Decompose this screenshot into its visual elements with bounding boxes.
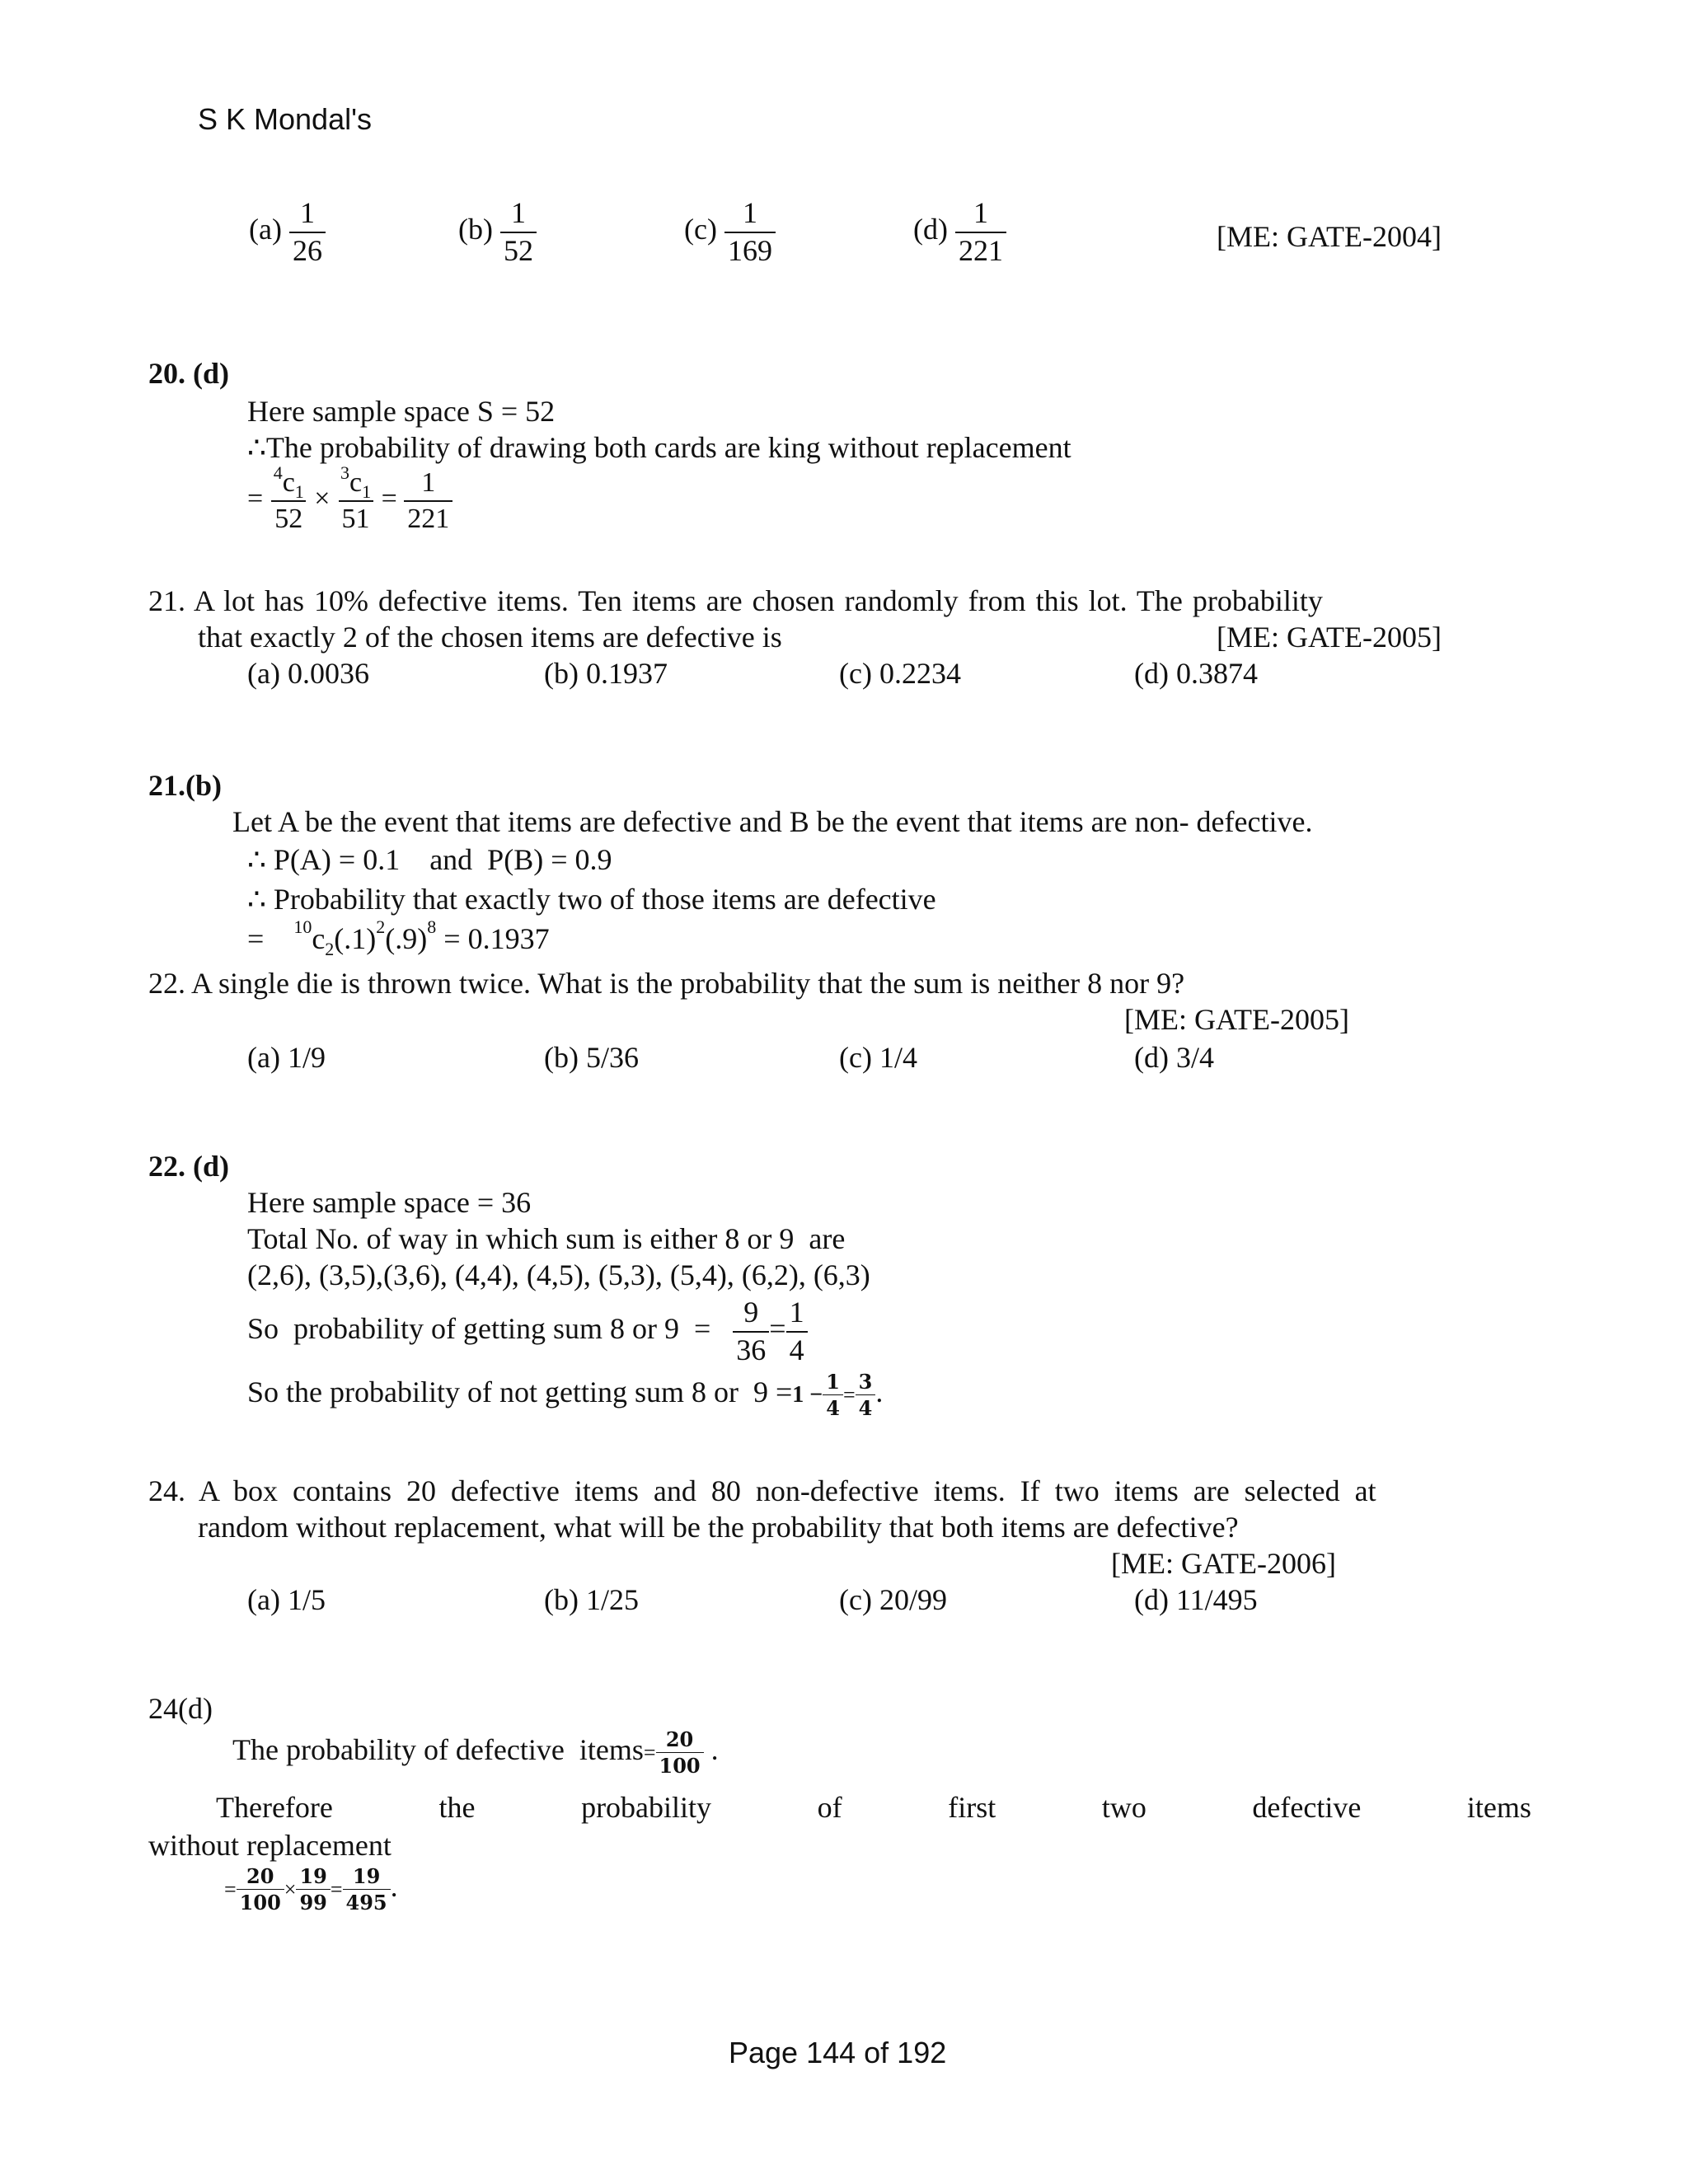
q21-option-d: (d) 0.3874	[1134, 657, 1258, 690]
question-24-reference: [ME: GATE-2006]	[1111, 1547, 1336, 1580]
answer-24-heading: 24(d)	[148, 1692, 213, 1725]
question-21-line2: that exactly 2 of the chosen items are defective is	[198, 621, 782, 654]
option-label: (c)	[684, 213, 717, 246]
answer-22-line1: Here sample space = 36	[247, 1186, 532, 1219]
question-24-line1: 24. A box contains 20 defective items and 80 non-defective items. If two items are selected at	[148, 1474, 1376, 1507]
q22-option-b: (b) 5/36	[544, 1041, 639, 1074]
q24-option-b: (b) 1/25	[544, 1583, 639, 1616]
q20-option-c: (c) $\frac{1}{169}$	[684, 198, 776, 267]
option-label: (b)	[458, 213, 493, 246]
q24-option-d: (d) 11/495	[1134, 1583, 1258, 1616]
answer-22-line4: So probability of getting sum 8 or 9 = $\frac{9}{36}$ = $\frac{1}{4}$	[247, 1297, 808, 1366]
answer-21-line3: ∴ Probability that exactly two of those items are defective	[247, 883, 936, 916]
answer-20-heading: 20. (d)	[148, 357, 229, 390]
option-label: (a)	[249, 213, 282, 246]
answer-20-equation: = $\frac{^4c_1}{52}$ × $\frac{^3c_1}{51}$ = $\frac{1}{221}$	[247, 468, 452, 533]
question-24-line2: random without replacement, what will be the probability that both items are defective?	[198, 1511, 1239, 1544]
q24-option-a: (a) 1/5	[247, 1583, 326, 1616]
q22-option-a: (a) 1/9	[247, 1041, 326, 1074]
question-21-line1: 21. A lot has 10% defective items. Ten items are chosen randomly from this lot. The probability	[148, 584, 1323, 617]
question-22-line1: 22. A single die is thrown twice. What is the probability that the sum is neither 8 nor 9?	[148, 967, 1185, 1000]
answer-21-equation: = $^{10}c_2(.1)^2(.9)^8 = 0.1937$	[247, 916, 550, 959]
q20-option-b: (b) $\frac{1}{52}$	[458, 198, 537, 267]
q20-option-d: (d) $\frac{1}{221}$	[913, 198, 1006, 267]
answer-20-line2: ∴The probability of drawing both cards are king without replacement	[247, 431, 1071, 464]
page-header: S K Mondal's	[198, 102, 372, 136]
answer-22-line2: Total No. of way in which sum is either 8 or 9 are	[247, 1222, 846, 1255]
option-label: (d)	[913, 213, 948, 246]
answer-21-line1: Let A be the event that items are defective and B be the event that items are non- defective.	[232, 805, 1313, 838]
q21-option-a: (a) 0.0036	[247, 657, 369, 690]
answer-20-line1: Here sample space S = 52	[247, 395, 556, 428]
q21-option-b: (b) 0.1937	[544, 657, 668, 690]
answer-22-heading: 22. (d)	[148, 1150, 229, 1183]
answer-22-line3: (2,6), (3,5),(3,6), (4,4), (4,5), (5,3), (5,4), (6,2), (6,3)	[247, 1258, 870, 1291]
q20-reference: [ME: GATE-2004]	[1217, 220, 1442, 253]
answer-24-equation: = $\frac{20}{100}$ × $\frac{19}{99}$ = $\frac{19}{495}$ .	[224, 1864, 398, 1915]
q24-option-c: (c) 20/99	[839, 1583, 947, 1616]
answer-22-line5: So the probability of not getting sum 8 or 9 =1 − $\frac{1}{4}$ = $\frac{3}{4}$ .	[247, 1370, 884, 1421]
answer-21-line2: ∴ P(A) = 0.1 and P(B) = 0.9	[247, 843, 612, 876]
answer-24-line3: without replacement	[148, 1829, 392, 1862]
page-number: Page 144 of 192	[729, 2036, 947, 2069]
q21-option-c: (c) 0.2234	[839, 657, 961, 690]
q22-option-d: (d) 3/4	[1134, 1041, 1214, 1074]
answer-24-line1: The probability of defective items= $\frac{20}{100}$ .	[232, 1727, 719, 1779]
question-21-reference: [ME: GATE-2005]	[1217, 621, 1442, 654]
q20-option-a: (a) $\frac{1}{26}$	[249, 198, 326, 267]
answer-24-line2: Therefore the probability of first two defective items	[216, 1791, 1531, 1824]
answer-21-heading: 21.(b)	[148, 769, 222, 802]
question-22-reference: [ME: GATE-2005]	[1124, 1003, 1349, 1036]
q22-option-c: (c) 1/4	[839, 1041, 917, 1074]
